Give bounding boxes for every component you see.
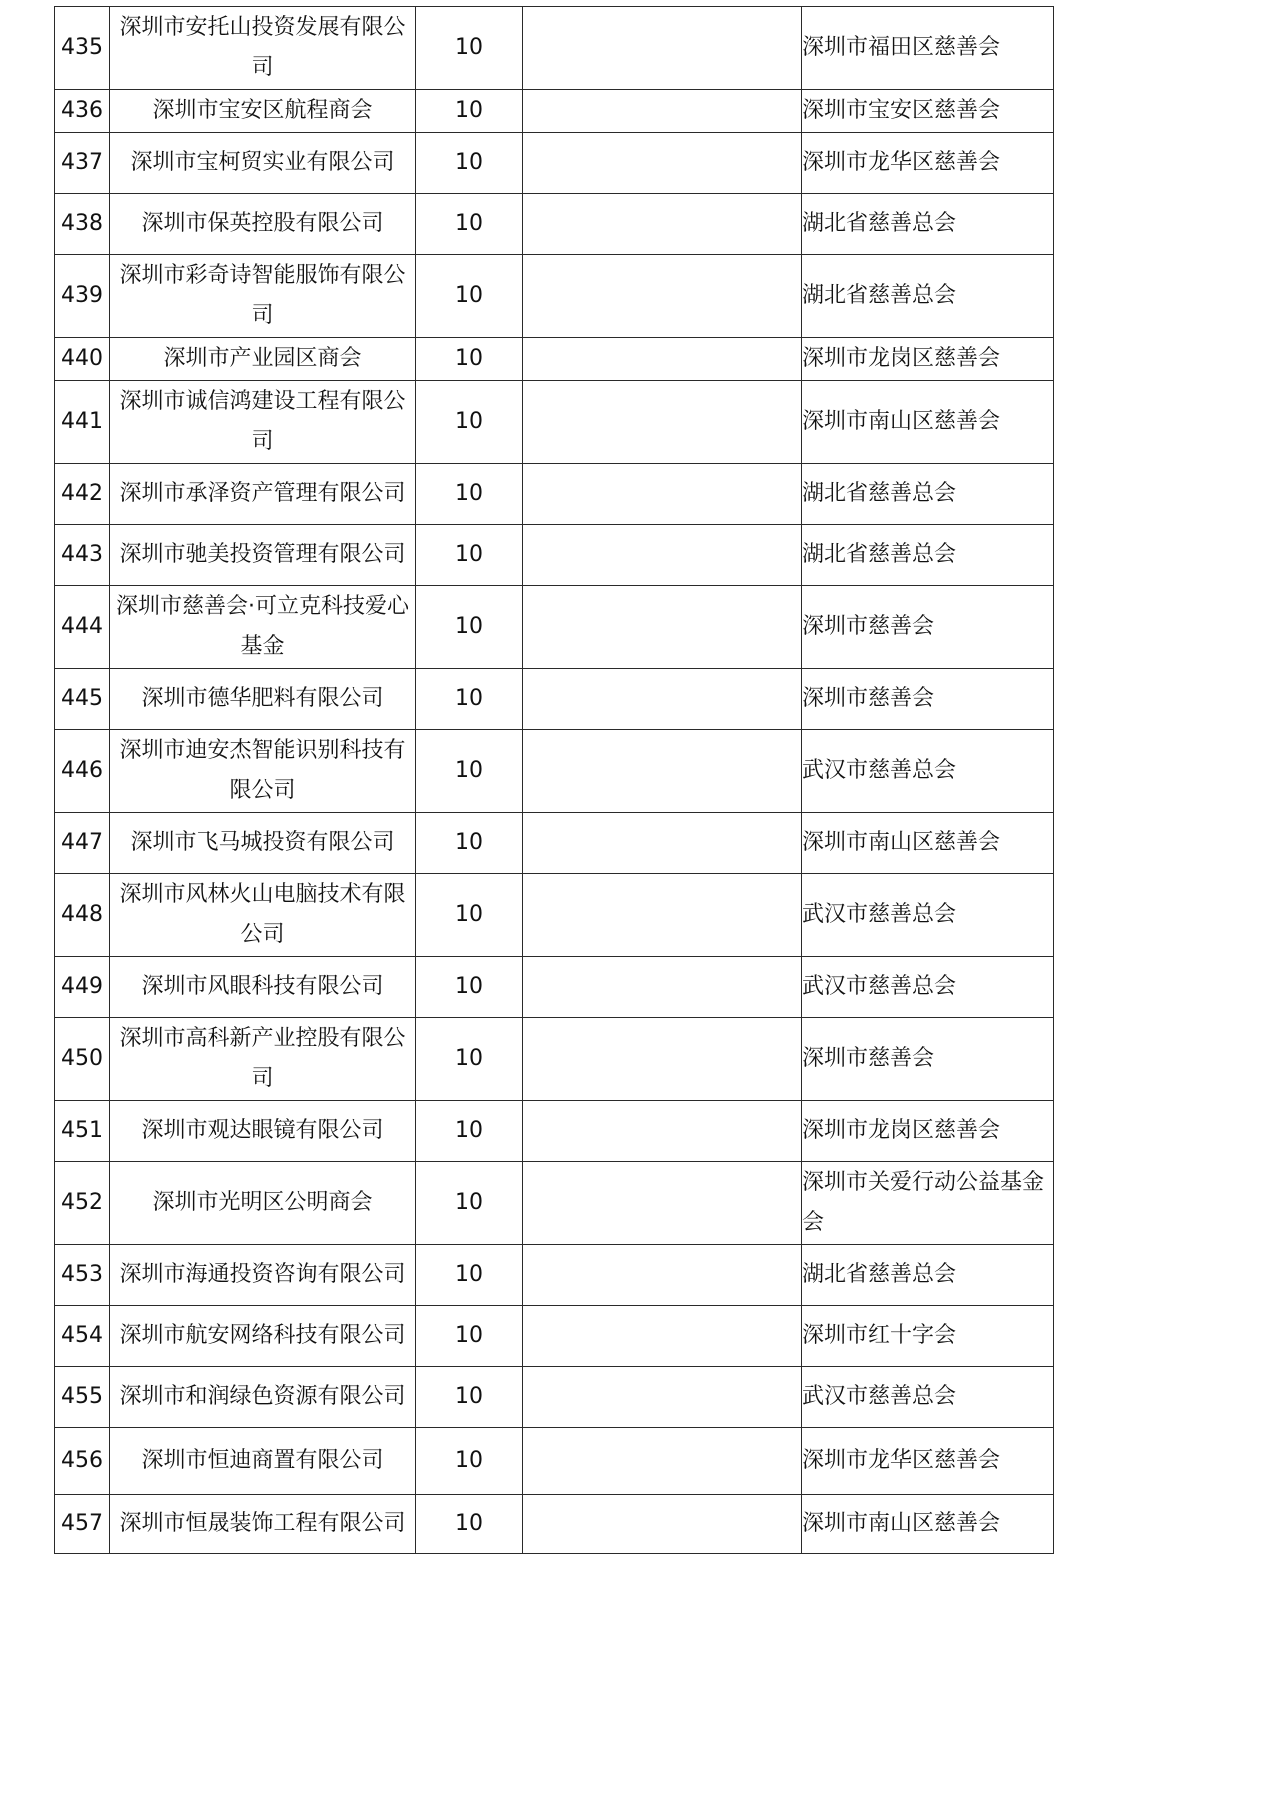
donation-amount: 10 <box>416 1306 523 1367</box>
donor-name: 深圳市航安网络科技有限公司 <box>110 1306 416 1367</box>
recipient-org: 湖北省慈善总会 <box>802 464 1054 525</box>
row-number: 456 <box>55 1428 110 1495</box>
table-row <box>55 1306 1054 1367</box>
note-cell <box>523 1495 802 1554</box>
donation-amount: 10 <box>416 90 523 133</box>
table-row <box>55 338 1054 381</box>
recipient-org: 深圳市南山区慈善会 <box>802 381 1054 464</box>
recipient-org: 深圳市慈善会 <box>802 586 1054 669</box>
row-number: 449 <box>55 957 110 1018</box>
note-cell <box>523 1101 802 1162</box>
table-row <box>55 194 1054 255</box>
donor-name: 深圳市海通投资咨询有限公司 <box>110 1245 416 1306</box>
row-number: 441 <box>55 381 110 464</box>
donation-amount: 10 <box>416 1018 523 1101</box>
donor-name: 深圳市安托山投资发展有限公司 <box>110 7 416 90</box>
note-cell <box>523 730 802 813</box>
table-row <box>55 1101 1054 1162</box>
donation-amount: 10 <box>416 1162 523 1245</box>
donor-name: 深圳市飞马城投资有限公司 <box>110 813 416 874</box>
note-cell <box>523 255 802 338</box>
recipient-org: 武汉市慈善总会 <box>802 730 1054 813</box>
table-row <box>55 874 1054 957</box>
donor-name: 深圳市高科新产业控股有限公司 <box>110 1018 416 1101</box>
recipient-org: 湖北省慈善总会 <box>802 194 1054 255</box>
table-row <box>55 7 1054 90</box>
donor-name: 深圳市恒晟装饰工程有限公司 <box>110 1495 416 1554</box>
row-number: 454 <box>55 1306 110 1367</box>
donor-name: 深圳市承泽资产管理有限公司 <box>110 464 416 525</box>
note-cell <box>523 90 802 133</box>
donor-name: 深圳市诚信鸿建设工程有限公司 <box>110 381 416 464</box>
recipient-org: 深圳市南山区慈善会 <box>802 1495 1054 1554</box>
recipient-org: 深圳市南山区慈善会 <box>802 813 1054 874</box>
table-row <box>55 1245 1054 1306</box>
note-cell <box>523 381 802 464</box>
note-cell <box>523 1428 802 1495</box>
donation-amount: 10 <box>416 255 523 338</box>
row-number: 451 <box>55 1101 110 1162</box>
note-cell <box>523 1367 802 1428</box>
note-cell <box>523 525 802 586</box>
donor-name: 深圳市产业园区商会 <box>110 338 416 381</box>
row-number: 439 <box>55 255 110 338</box>
row-number: 452 <box>55 1162 110 1245</box>
donor-name: 深圳市保英控股有限公司 <box>110 194 416 255</box>
row-number: 446 <box>55 730 110 813</box>
row-number: 457 <box>55 1495 110 1554</box>
row-number: 453 <box>55 1245 110 1306</box>
recipient-org: 武汉市慈善总会 <box>802 1367 1054 1428</box>
donation-amount: 10 <box>416 669 523 730</box>
table-row <box>55 381 1054 464</box>
donation-amount: 10 <box>416 338 523 381</box>
donor-name: 深圳市观达眼镜有限公司 <box>110 1101 416 1162</box>
recipient-org: 湖北省慈善总会 <box>802 525 1054 586</box>
donor-name: 深圳市宝安区航程商会 <box>110 90 416 133</box>
table-row <box>55 133 1054 194</box>
donation-amount: 10 <box>416 957 523 1018</box>
row-number: 450 <box>55 1018 110 1101</box>
recipient-org: 武汉市慈善总会 <box>802 957 1054 1018</box>
row-number: 447 <box>55 813 110 874</box>
donation-amount: 10 <box>416 730 523 813</box>
table-row <box>55 1018 1054 1101</box>
donor-name: 深圳市风林火山电脑技术有限公司 <box>110 874 416 957</box>
donation-amount: 10 <box>416 464 523 525</box>
donation-amount: 10 <box>416 1101 523 1162</box>
table-row <box>55 957 1054 1018</box>
donation-amount: 10 <box>416 1495 523 1554</box>
donation-amount: 10 <box>416 1245 523 1306</box>
donation-table <box>54 6 1054 1554</box>
donor-name: 深圳市风眼科技有限公司 <box>110 957 416 1018</box>
note-cell <box>523 957 802 1018</box>
table-row <box>55 1367 1054 1428</box>
row-number: 442 <box>55 464 110 525</box>
note-cell <box>523 133 802 194</box>
donation-amount: 10 <box>416 194 523 255</box>
table-row <box>55 669 1054 730</box>
note-cell <box>523 7 802 90</box>
recipient-org: 湖北省慈善总会 <box>802 255 1054 338</box>
note-cell <box>523 586 802 669</box>
note-cell <box>523 669 802 730</box>
note-cell <box>523 1306 802 1367</box>
table-row <box>55 813 1054 874</box>
donor-name: 深圳市宝柯贸实业有限公司 <box>110 133 416 194</box>
table-row <box>55 525 1054 586</box>
donation-amount: 10 <box>416 525 523 586</box>
note-cell <box>523 1162 802 1245</box>
donation-amount: 10 <box>416 381 523 464</box>
recipient-org: 深圳市慈善会 <box>802 1018 1054 1101</box>
note-cell <box>523 464 802 525</box>
donation-amount: 10 <box>416 586 523 669</box>
table-row <box>55 1495 1054 1554</box>
recipient-org: 深圳市龙岗区慈善会 <box>802 338 1054 381</box>
donation-amount: 10 <box>416 133 523 194</box>
row-number: 440 <box>55 338 110 381</box>
row-number: 445 <box>55 669 110 730</box>
table-row <box>55 1162 1054 1245</box>
donation-amount: 10 <box>416 874 523 957</box>
row-number: 443 <box>55 525 110 586</box>
recipient-org: 深圳市关爱行动公益基金会 <box>802 1162 1054 1245</box>
note-cell <box>523 1245 802 1306</box>
recipient-org: 武汉市慈善总会 <box>802 874 1054 957</box>
table-row <box>55 730 1054 813</box>
donor-name: 深圳市光明区公明商会 <box>110 1162 416 1245</box>
recipient-org: 深圳市慈善会 <box>802 669 1054 730</box>
donor-name: 深圳市和润绿色资源有限公司 <box>110 1367 416 1428</box>
note-cell <box>523 194 802 255</box>
table-row <box>55 586 1054 669</box>
row-number: 437 <box>55 133 110 194</box>
donor-name: 深圳市迪安杰智能识别科技有限公司 <box>110 730 416 813</box>
donation-amount: 10 <box>416 7 523 90</box>
donor-name: 深圳市彩奇诗智能服饰有限公司 <box>110 255 416 338</box>
table-row <box>55 464 1054 525</box>
row-number: 455 <box>55 1367 110 1428</box>
donation-amount: 10 <box>416 1428 523 1495</box>
recipient-org: 深圳市龙华区慈善会 <box>802 133 1054 194</box>
recipient-org: 深圳市龙岗区慈善会 <box>802 1101 1054 1162</box>
donor-name: 深圳市德华肥料有限公司 <box>110 669 416 730</box>
recipient-org: 深圳市福田区慈善会 <box>802 7 1054 90</box>
donation-table-body <box>55 7 1054 1554</box>
donation-amount: 10 <box>416 1367 523 1428</box>
recipient-org: 深圳市宝安区慈善会 <box>802 90 1054 133</box>
note-cell <box>523 1018 802 1101</box>
donor-name: 深圳市驰美投资管理有限公司 <box>110 525 416 586</box>
donor-name: 深圳市慈善会·可立克科技爱心基金 <box>110 586 416 669</box>
donation-amount: 10 <box>416 813 523 874</box>
donor-name: 深圳市恒迪商置有限公司 <box>110 1428 416 1495</box>
note-cell <box>523 338 802 381</box>
row-number: 435 <box>55 7 110 90</box>
recipient-org: 深圳市龙华区慈善会 <box>802 1428 1054 1495</box>
table-row <box>55 1428 1054 1495</box>
recipient-org: 深圳市红十字会 <box>802 1306 1054 1367</box>
table-row <box>55 255 1054 338</box>
row-number: 444 <box>55 586 110 669</box>
row-number: 436 <box>55 90 110 133</box>
table-row <box>55 90 1054 133</box>
recipient-org: 湖北省慈善总会 <box>802 1245 1054 1306</box>
row-number: 438 <box>55 194 110 255</box>
note-cell <box>523 874 802 957</box>
note-cell <box>523 813 802 874</box>
row-number: 448 <box>55 874 110 957</box>
